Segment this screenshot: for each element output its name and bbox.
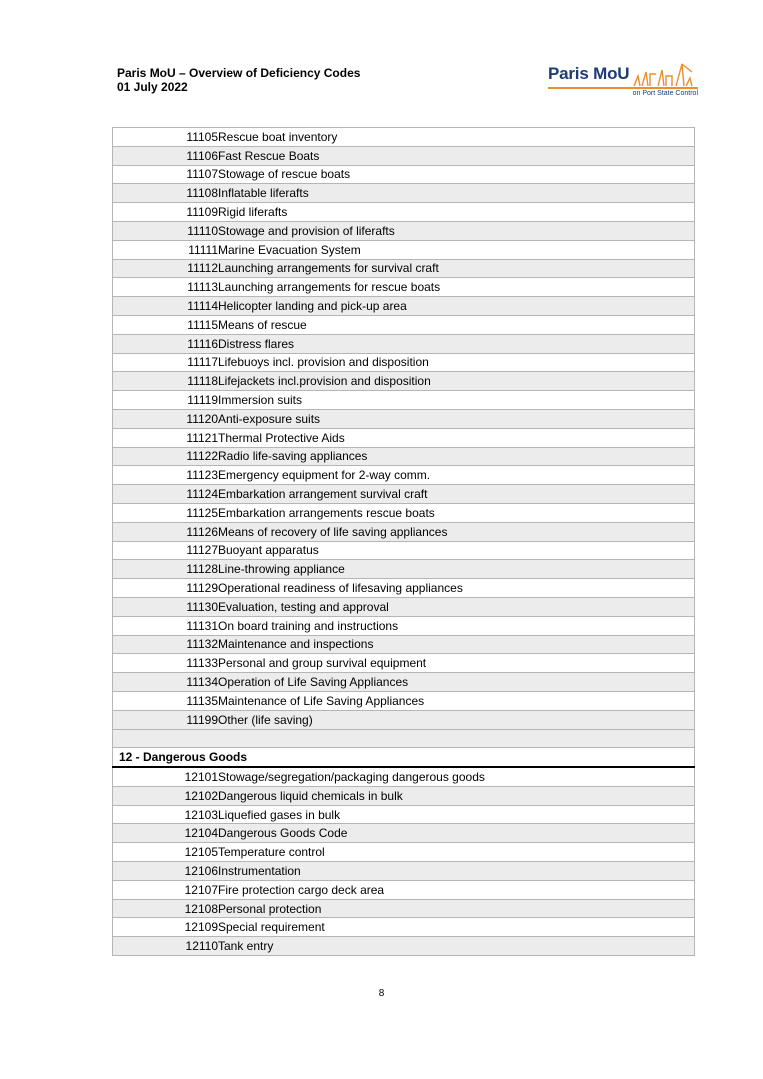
table-row [113, 880, 695, 899]
table-row [113, 786, 695, 805]
deficiency-description: On board training and instructions [218, 616, 695, 635]
table-row [113, 409, 695, 428]
table-row [113, 805, 695, 824]
table-row [113, 710, 695, 729]
table-row [113, 315, 695, 334]
deficiency-description: Liquefied gases in bulk [218, 805, 695, 824]
deficiency-code: 11128 [113, 560, 219, 579]
deficiency-description: Embarkation arrangements rescue boats [218, 503, 695, 522]
table-row [113, 184, 695, 203]
table-row [113, 673, 695, 692]
deficiency-code: 11112 [113, 259, 219, 278]
deficiency-code: 11122 [113, 447, 219, 466]
deficiency-description: Thermal Protective Aids [218, 428, 695, 447]
deficiency-code: 11106 [113, 146, 219, 165]
deficiency-code: 11131 [113, 616, 219, 635]
deficiency-code: 11124 [113, 485, 219, 504]
deficiency-description: Distress flares [218, 334, 695, 353]
table-row [113, 128, 695, 147]
deficiency-description: Helicopter landing and pick-up area [218, 297, 695, 316]
deficiency-description: Stowage and provision of liferafts [218, 221, 695, 240]
deficiency-description: Means of rescue [218, 315, 695, 334]
deficiency-code: 11110 [113, 221, 219, 240]
deficiency-description: Tank entry [218, 937, 695, 956]
table-row [113, 353, 695, 372]
life-saving-codes [113, 128, 695, 730]
paris-mou-logo [546, 60, 698, 102]
deficiency-description: Fast Rescue Boats [218, 146, 695, 165]
table-row [113, 635, 695, 654]
document-header [117, 66, 360, 94]
deficiency-description: Operational readiness of lifesaving appliances [218, 579, 695, 598]
deficiency-code: 12101 [113, 767, 219, 786]
deficiency-description: Anti-exposure suits [218, 409, 695, 428]
table-row [113, 691, 695, 710]
deficiency-code: 11119 [113, 391, 219, 410]
deficiency-code: 12110 [113, 937, 219, 956]
section-spacer [113, 729, 695, 767]
deficiency-code: 12107 [113, 880, 219, 899]
deficiency-description: Personal and group survival equipment [218, 654, 695, 673]
deficiency-description: Stowage of rescue boats [218, 165, 695, 184]
deficiency-code: 11105 [113, 128, 219, 147]
deficiency-code: 11125 [113, 503, 219, 522]
deficiency-code: 12105 [113, 843, 219, 862]
logo-brand-text: Paris MoU [548, 64, 630, 83]
deficiency-code: 11132 [113, 635, 219, 654]
table-row [113, 466, 695, 485]
table-row [113, 824, 695, 843]
deficiency-description: Inflatable liferafts [218, 184, 695, 203]
page-number: 8 [378, 988, 385, 999]
deficiency-code: 11130 [113, 597, 219, 616]
table-row [113, 391, 695, 410]
deficiency-description: Maintenance and inspections [218, 635, 695, 654]
deficiency-description: Evaluation, testing and approval [218, 597, 695, 616]
deficiency-code: 11114 [113, 297, 219, 316]
deficiency-description: Lifebuoys incl. provision and disposition [218, 353, 695, 372]
deficiency-code: 11109 [113, 203, 219, 222]
deficiency-code: 11129 [113, 579, 219, 598]
deficiency-code: 12102 [113, 786, 219, 805]
deficiency-description: Buoyant apparatus [218, 541, 695, 560]
table-row [113, 334, 695, 353]
table-row [113, 146, 695, 165]
deficiency-code: 11118 [113, 372, 219, 391]
deficiency-code: 11117 [113, 353, 219, 372]
deficiency-code: 12108 [113, 899, 219, 918]
deficiency-description: Marine Evacuation System [218, 240, 695, 259]
deficiency-code: 11113 [113, 278, 219, 297]
logo-underline [548, 87, 698, 89]
deficiency-code: 11116 [113, 334, 219, 353]
deficiency-description: Other (life saving) [218, 710, 695, 729]
blank-row [113, 729, 695, 748]
deficiency-description: Lifejackets incl.provision and disposition [218, 372, 695, 391]
deficiency-code: 11121 [113, 428, 219, 447]
deficiency-description: Rigid liferafts [218, 203, 695, 222]
deficiency-description: Launching arrangements for survival craft [218, 259, 695, 278]
table-row [113, 278, 695, 297]
deficiency-description: Radio life-saving appliances [218, 447, 695, 466]
deficiency-description: Special requirement [218, 918, 695, 937]
deficiency-description: Rescue boat inventory [218, 128, 695, 147]
deficiency-code: 11120 [113, 409, 219, 428]
deficiency-description: Temperature control [218, 843, 695, 862]
deficiency-code: 11135 [113, 691, 219, 710]
port-skyline-icon [632, 62, 696, 88]
table-row [113, 616, 695, 635]
table-row [113, 428, 695, 447]
table-row [113, 165, 695, 184]
table-row [113, 843, 695, 862]
deficiency-description: Stowage/segregation/packaging dangerous goods [218, 767, 695, 786]
table-row [113, 654, 695, 673]
deficiency-code: 11108 [113, 184, 219, 203]
table-row [113, 767, 695, 786]
table-row [113, 240, 695, 259]
table-row [113, 447, 695, 466]
table-row [113, 579, 695, 598]
deficiency-description: Emergency equipment for 2-way comm. [218, 466, 695, 485]
deficiency-code: 11123 [113, 466, 219, 485]
deficiency-description: Launching arrangements for rescue boats [218, 278, 695, 297]
deficiency-description: Maintenance of Life Saving Appliances [218, 691, 695, 710]
deficiency-description: Dangerous Goods Code [218, 824, 695, 843]
deficiency-code: 11134 [113, 673, 219, 692]
table-row [113, 203, 695, 222]
deficiency-description: Means of recovery of life saving appliances [218, 522, 695, 541]
deficiency-description: Fire protection cargo deck area [218, 880, 695, 899]
table-row [113, 485, 695, 504]
dangerous-goods-codes [113, 767, 695, 955]
section-header-row [113, 748, 695, 767]
deficiency-code: 11133 [113, 654, 219, 673]
table-row [113, 221, 695, 240]
table-row [113, 597, 695, 616]
deficiency-code: 12109 [113, 918, 219, 937]
table-row [113, 503, 695, 522]
deficiency-description: Line-throwing appliance [218, 560, 695, 579]
table-row [113, 372, 695, 391]
table-row [113, 899, 695, 918]
table-row [113, 522, 695, 541]
deficiency-description: Instrumentation [218, 862, 695, 881]
table-row [113, 918, 695, 937]
table-row [113, 259, 695, 278]
deficiency-code: 11111 [113, 240, 219, 259]
document-date: 01 July 2022 [117, 80, 188, 94]
table-row [113, 937, 695, 956]
deficiency-code: 12103 [113, 805, 219, 824]
table-row [113, 560, 695, 579]
deficiency-code: 12106 [113, 862, 219, 881]
deficiency-description: Operation of Life Saving Appliances [218, 673, 695, 692]
deficiency-code: 11127 [113, 541, 219, 560]
deficiency-description: Personal protection [218, 899, 695, 918]
deficiency-code: 11115 [113, 315, 219, 334]
table-row [113, 297, 695, 316]
deficiency-code: 11126 [113, 522, 219, 541]
table-row [113, 862, 695, 881]
deficiency-code: 11107 [113, 165, 219, 184]
deficiency-code: 12104 [113, 824, 219, 843]
section-title: 12 - Dangerous Goods [113, 748, 695, 767]
deficiency-code: 11199 [113, 710, 219, 729]
deficiency-description: Immersion suits [218, 391, 695, 410]
deficiency-codes-table [112, 127, 695, 956]
table-row [113, 541, 695, 560]
logo-subtitle: on Port State Control [632, 90, 698, 97]
document-title: Paris MoU – Overview of Deficiency Codes [117, 66, 361, 80]
deficiency-description: Embarkation arrangement survival craft [218, 485, 695, 504]
deficiency-description: Dangerous liquid chemicals in bulk [218, 786, 695, 805]
